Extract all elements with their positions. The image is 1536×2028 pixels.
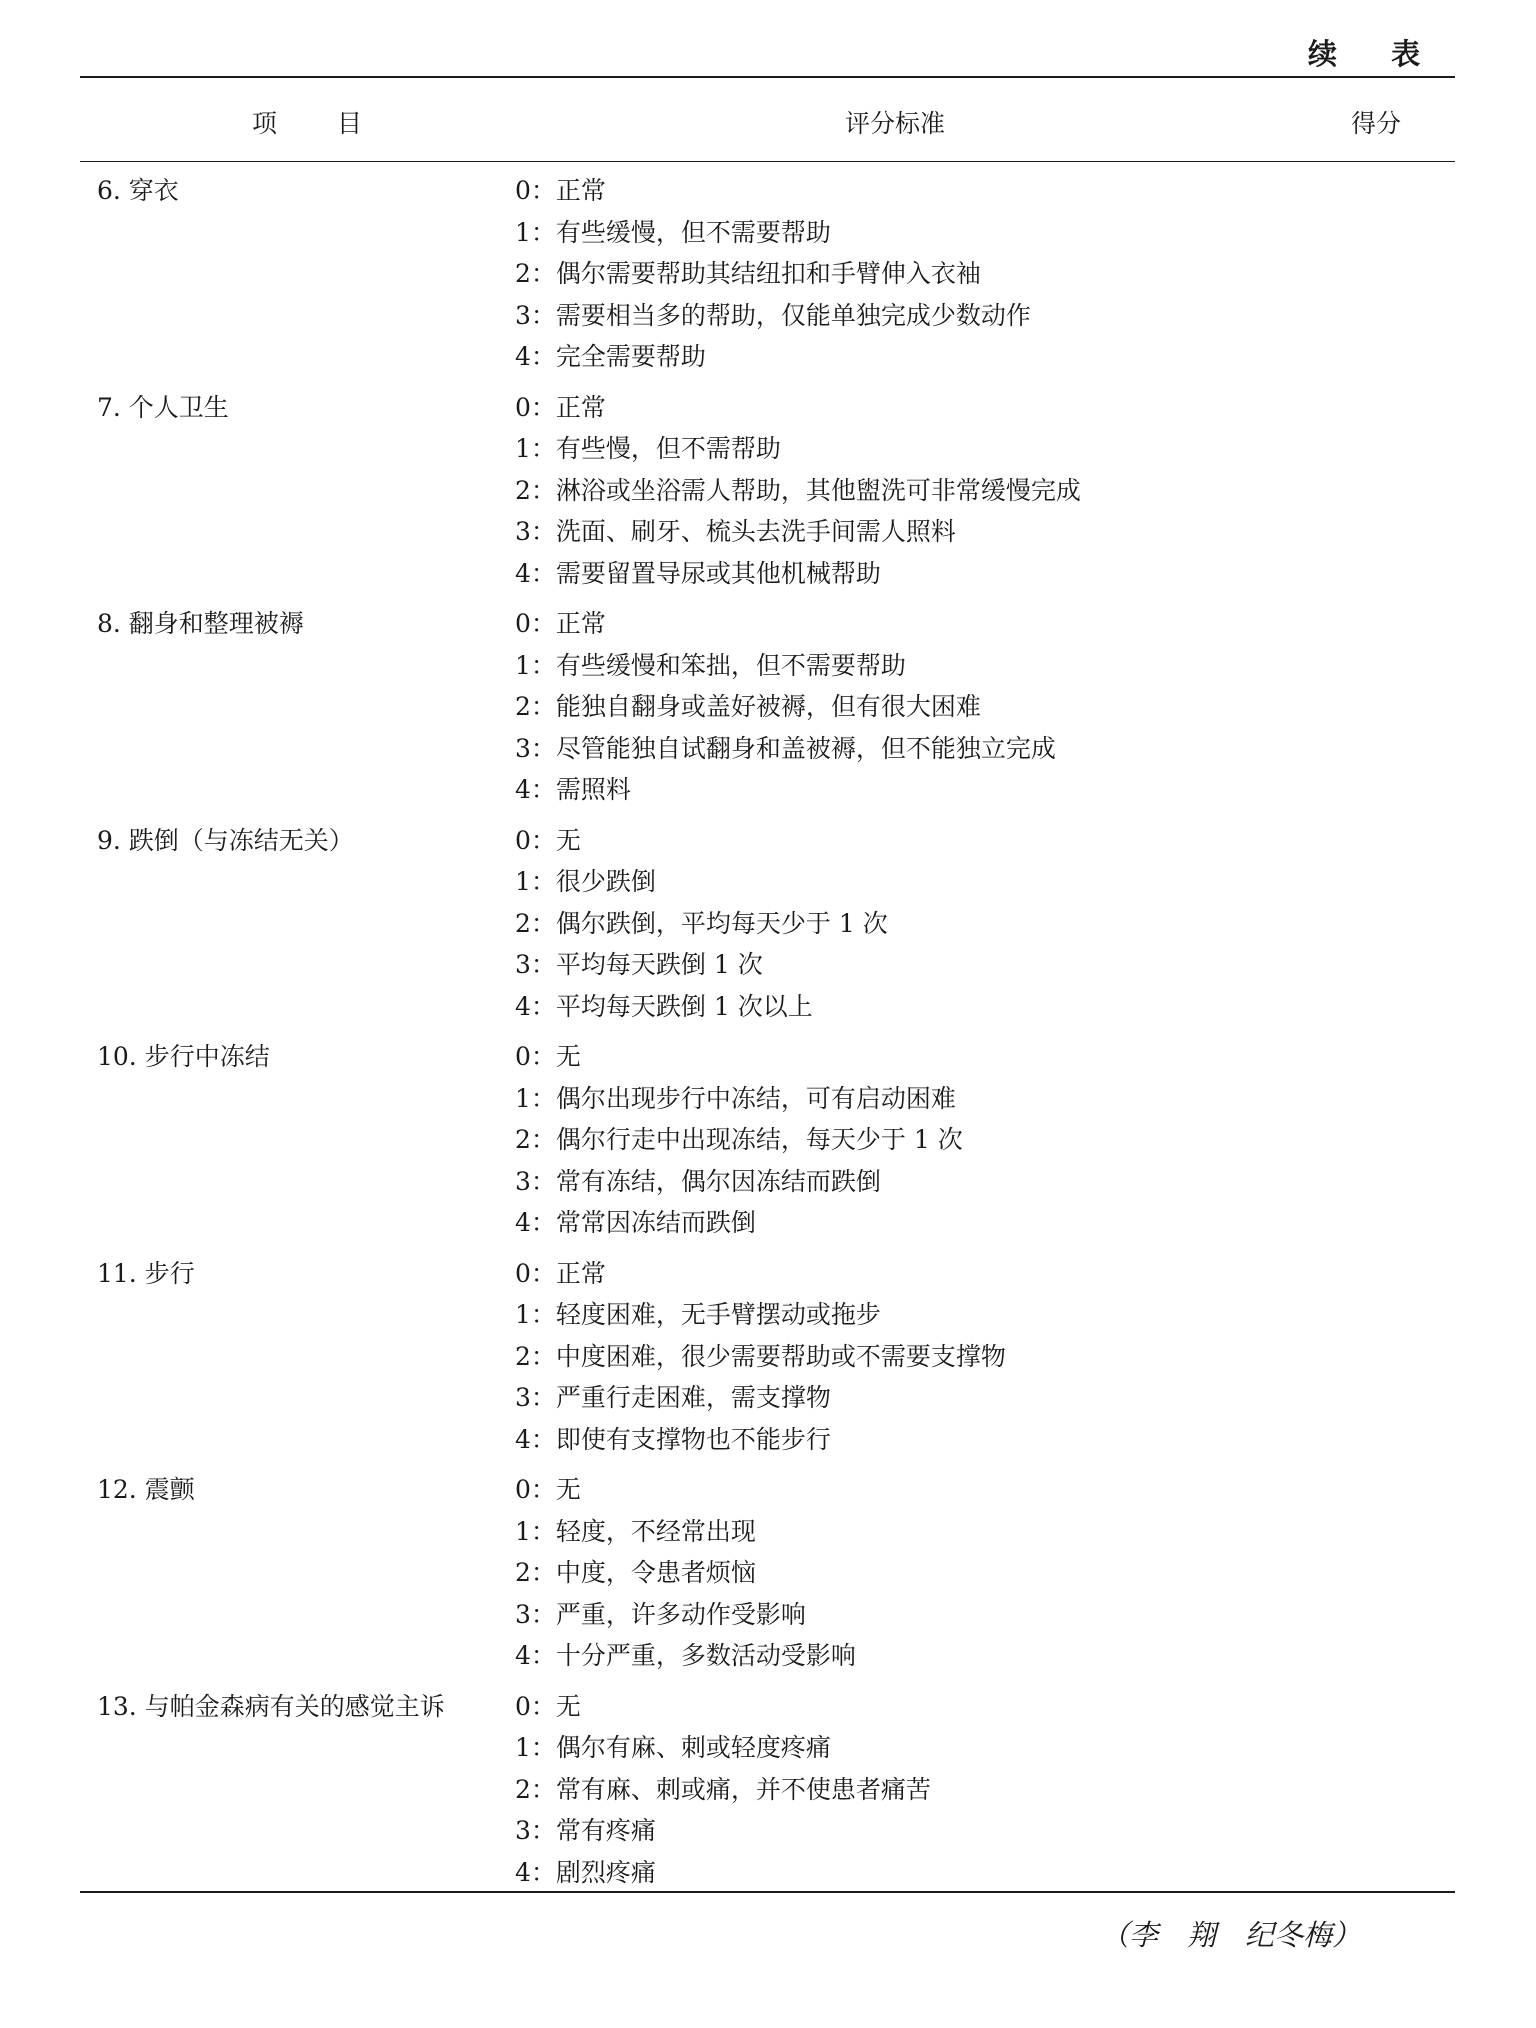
table-row <box>97 603 1455 811</box>
criteria-item: 1：轻度，不经常出现 <box>515 1516 756 1546</box>
item-label: 11. 步行 <box>97 1258 195 1288</box>
item-label: 8. 翻身和整理被褥 <box>97 609 304 638</box>
criteria-item: 4：剧烈疼痛 <box>515 1857 656 1887</box>
criteria-item: 3：洗面、刷牙、梳头去洗手间需人照料 <box>515 517 956 546</box>
criteria-item: 0：正常 <box>515 1258 606 1288</box>
criteria-item: 4：完全需要帮助 <box>515 342 706 371</box>
criteria-list <box>97 387 1455 595</box>
table-row <box>97 1469 1455 1677</box>
criteria-item: 1：偶尔出现步行中冻结，可有启动困难 <box>515 1083 956 1113</box>
table-bottom-rule <box>80 1891 1455 1893</box>
table-body <box>97 170 1455 1893</box>
criteria-item: 1：有些缓慢和笨拙，但不需要帮助 <box>515 650 906 680</box>
criteria-item: 1：很少跌倒 <box>515 867 656 896</box>
item-label: 12. 震颤 <box>97 1475 195 1504</box>
item-label: 9. 跌倒（与冻结无关） <box>97 825 354 855</box>
criteria-item: 0：正常 <box>515 176 606 205</box>
criteria-list <box>97 1036 1455 1244</box>
criteria-item: 3：需要相当多的帮助，仅能单独完成少数动作 <box>515 300 1031 330</box>
criteria-item: 1：偶尔有麻、刺或轻度疼痛 <box>515 1733 831 1762</box>
criteria-item: 0：正常 <box>515 609 606 638</box>
criteria-item: 2：偶尔跌倒，平均每天少于 1 次 <box>515 908 888 938</box>
column-header-criteria: 评分标准 <box>845 109 946 138</box>
item-label: 13. 与帕金森病有关的感觉主诉 <box>97 1691 445 1721</box>
criteria-item: 3：严重，许多动作受影响 <box>515 1599 806 1629</box>
table-row <box>97 1686 1455 1894</box>
table-row <box>97 820 1455 1028</box>
table-row <box>97 1036 1455 1244</box>
criteria-item: 0：无 <box>515 1042 581 1071</box>
criteria-item: 1：有些慢，但不需帮助 <box>515 434 781 463</box>
criteria-item: 4：常常因冻结而跌倒 <box>515 1208 756 1237</box>
criteria-item: 3：常有冻结，偶尔因冻结而跌倒 <box>515 1166 881 1196</box>
table-top-rule <box>80 76 1455 78</box>
criteria-list <box>97 170 1455 378</box>
criteria-item: 3：严重行走困难，需支撑物 <box>515 1383 831 1412</box>
criteria-item: 0：无 <box>515 825 581 855</box>
item-label: 7. 个人卫生 <box>97 392 229 422</box>
criteria-item: 4：即使有支撑物也不能步行 <box>515 1424 831 1454</box>
criteria-item: 2：偶尔需要帮助其结纽扣和手臂伸入衣袖 <box>515 259 981 288</box>
criteria-item: 1：有些缓慢，但不需要帮助 <box>515 217 831 247</box>
criteria-item: 0：正常 <box>515 392 606 422</box>
criteria-item: 2：淋浴或坐浴需人帮助，其他盥洗可非常缓慢完成 <box>515 475 1081 505</box>
table-row <box>97 387 1455 595</box>
criteria-item: 3：常有疼痛 <box>515 1816 656 1845</box>
item-label: 6. 穿衣 <box>97 176 179 205</box>
criteria-list <box>97 1469 1455 1677</box>
table-row <box>97 1253 1455 1461</box>
table-header-rule <box>80 161 1455 162</box>
criteria-item: 3：平均每天跌倒 1 次 <box>515 950 763 979</box>
criteria-item: 2：常有麻、刺或痛，并不使患者痛苦 <box>515 1774 931 1804</box>
criteria-item: 2：中度困难，很少需要帮助或不需要支撑物 <box>515 1341 1006 1371</box>
criteria-item: 2：中度，令患者烦恼 <box>515 1558 756 1587</box>
criteria-item: 4：需要留置导尿或其他机械帮助 <box>515 558 881 588</box>
criteria-item: 1：轻度困难，无手臂摆动或拖步 <box>515 1300 881 1329</box>
criteria-item: 0：无 <box>515 1691 581 1721</box>
item-label: 10. 步行中冻结 <box>97 1042 270 1071</box>
criteria-list <box>97 1253 1455 1461</box>
table-row <box>97 170 1455 378</box>
criteria-item: 2：偶尔行走中出现冻结，每天少于 1 次 <box>515 1125 963 1154</box>
criteria-item: 4：需照料 <box>515 775 631 804</box>
continued-label: 续 表 <box>1308 37 1443 71</box>
criteria-item: 4：平均每天跌倒 1 次以上 <box>515 991 813 1021</box>
criteria-item: 4：十分严重，多数活动受影响 <box>515 1641 856 1670</box>
author-credit: （李 翔 纪冬梅） <box>1100 1918 1362 1952</box>
criteria-item: 2：能独自翻身或盖好被褥，但有很大困难 <box>515 692 981 721</box>
criteria-item: 0：无 <box>515 1475 581 1504</box>
column-header-score: 得分 <box>1351 109 1402 138</box>
column-header-item: 项 目 <box>252 109 388 138</box>
criteria-item: 3：尽管能独自试翻身和盖被褥，但不能独立完成 <box>515 733 1056 763</box>
